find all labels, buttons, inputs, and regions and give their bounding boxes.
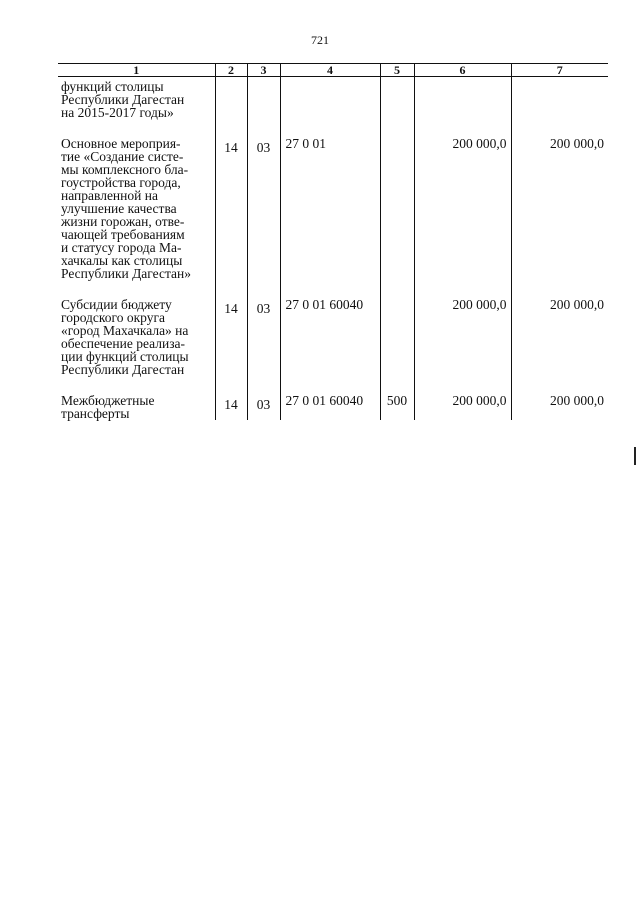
- column-header-4: 4: [280, 64, 380, 77]
- row-name: Основное мероприя- тие «Создание систе- мы комплексного бла- гоустройства города, направленной на улучшение качества жизни горожан, отве- чающей требованиям и статусу города Ма- хачкалы как столицы Республики Дагестан»: [61, 136, 192, 281]
- row-section: 14: [215, 298, 247, 394]
- column-header-7: 7: [511, 64, 608, 77]
- table-row: [58, 394, 608, 420]
- row-section: [215, 77, 247, 138]
- row-target-code: 27 0 01 60040: [280, 394, 380, 420]
- row-amount-1: 200 000,0: [414, 298, 511, 394]
- table-row: [58, 77, 608, 138]
- row-name: Межбюджетные трансферты: [61, 393, 155, 421]
- row-amount-1: 200 000,0: [414, 394, 511, 420]
- column-header-1: 1: [58, 64, 215, 77]
- header-row: [58, 64, 608, 77]
- row-amount-2: 200 000,0: [511, 137, 608, 298]
- row-expense-type: 500: [380, 394, 414, 420]
- column-header-5: 5: [380, 64, 414, 77]
- page-number: 721: [311, 33, 329, 47]
- row-name: функций столицы Республики Дагестан на 2015-2017 годы»: [61, 79, 185, 120]
- budget-table: [58, 63, 608, 420]
- row-section: 14: [215, 137, 247, 298]
- row-amount-2: 200 000,0: [511, 394, 608, 420]
- row-section: 14: [215, 394, 247, 420]
- row-name: Субсидии бюджету городского округа «город Махачкала» на обеспечение реализа- ции функций столицы Республики Дагестан: [61, 297, 189, 377]
- row-amount-1: 200 000,0: [414, 137, 511, 298]
- row-expense-type: [380, 298, 414, 394]
- column-header-3: 3: [247, 64, 280, 77]
- table-row: [58, 298, 608, 394]
- row-target-code: [280, 77, 380, 138]
- row-subsection: 03: [247, 137, 280, 298]
- row-amount-2: [511, 77, 608, 138]
- row-expense-type: [380, 77, 414, 138]
- row-target-code: 27 0 01 60040: [280, 298, 380, 394]
- row-amount-2: 200 000,0: [511, 298, 608, 394]
- row-amount-1: [414, 77, 511, 138]
- table-row: [58, 137, 608, 298]
- scan-edge-mark: [634, 447, 636, 465]
- column-header-2: 2: [215, 64, 247, 77]
- row-target-code: 27 0 01: [280, 137, 380, 298]
- row-subsection: [247, 77, 280, 138]
- column-header-6: 6: [414, 64, 511, 77]
- row-subsection: 03: [247, 298, 280, 394]
- row-subsection: 03: [247, 394, 280, 420]
- row-expense-type: [380, 137, 414, 298]
